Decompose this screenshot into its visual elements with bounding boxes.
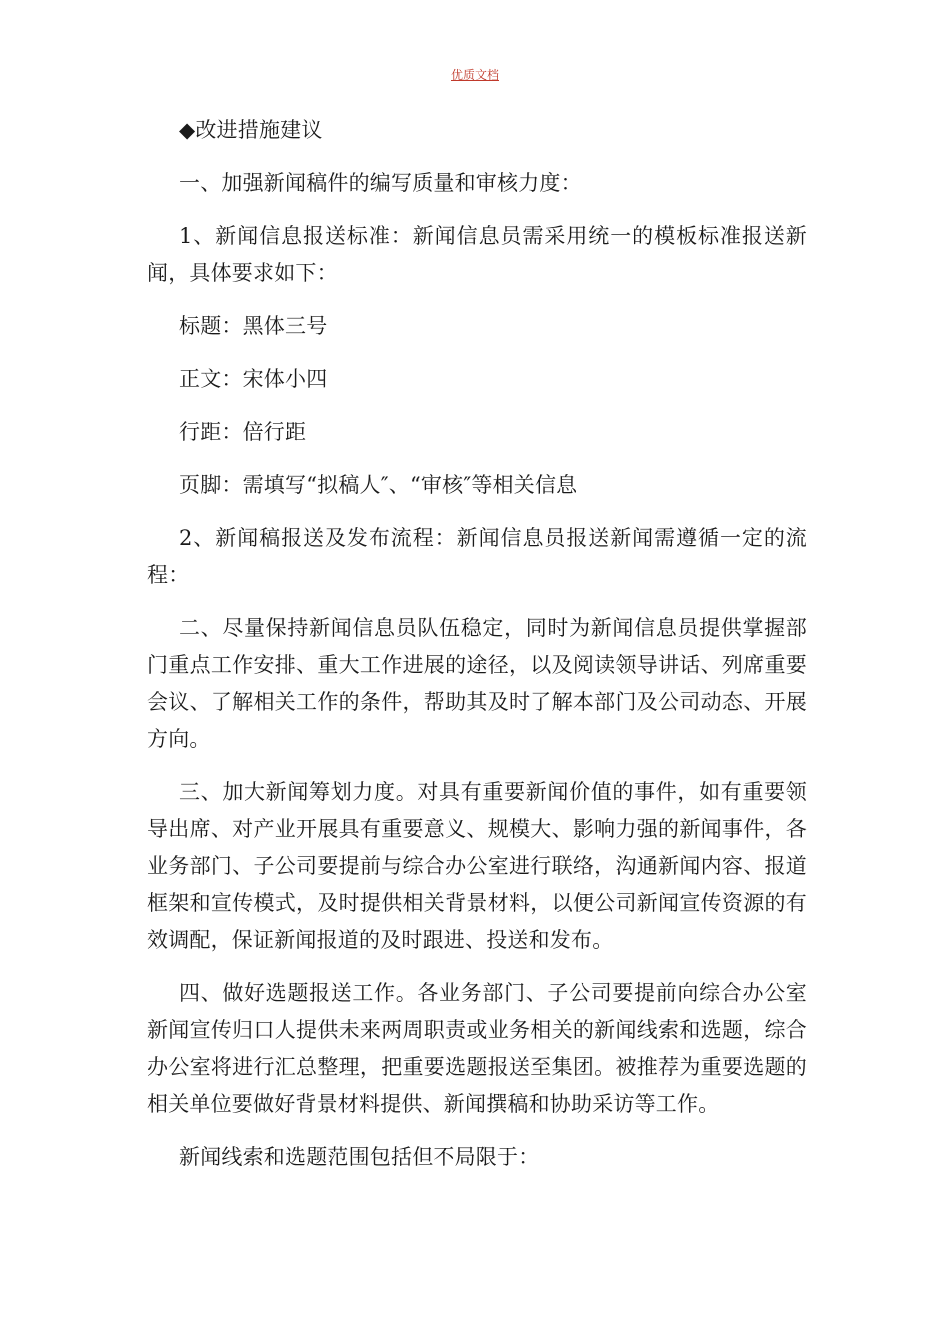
paragraph-body-format: 正文：宋体小四: [179, 367, 328, 391]
paragraph-footer-format: 页脚：需填写“拟稿人″、“审核″等相关信息: [179, 473, 578, 497]
paragraph-line-spacing: 行距：倍行距: [179, 420, 307, 444]
section-heading-improvement: ◆改进措施建议: [179, 118, 323, 142]
paragraph-topic-scope: 新闻线索和选题范围包括但不局限于：: [179, 1145, 540, 1169]
paragraph-news-standard: 1、新闻信息报送标准：新闻信息员需采用统一的模板标准报送新闻，具体要求如下：: [147, 224, 807, 285]
paragraph-item-2: 二、尽量保持新闻信息员队伍稳定，同时为新闻信息员提供掌握部门重点工作安排、重大工作进展的途径，以及阅读领导讲话、列席重要会议、了解相关工作的条件，帮助其及时了解本部门及公司动态、开展方向。: [147, 616, 807, 751]
paragraph-item-3: 三、加大新闻筹划力度。对具有重要新闻价值的事件，如有重要领导出席、对产业开展具有重要意义、规模大、影响力强的新闻事件，各业务部门、子公司要提前与综合办公室进行联络，沟通新闻内容、报道框架和宣传模式，及时提供相关背景材料，以便公司新闻宣传资源的有效调配，保证新闻报道的及时跟进、投送和发布。: [147, 780, 807, 952]
paragraph-title-format: 标题：黑体三号: [179, 314, 328, 338]
header-watermark-link: 优质文档: [450, 68, 499, 82]
paragraph-submission-process: 2、新闻稿报送及发布流程：新闻信息员报送新闻需遵循一定的流程：: [147, 526, 807, 587]
paragraph-item-4: 四、做好选题报送工作。各业务部门、子公司要提前向综合办公室新闻宣传归口人提供未来两周职责或业务相关的新闻线索和选题，综合办公室将进行汇总整理，把重要选题报送至集团。被推荐为重要选题的相关单位要做好背景材料提供、新闻撰稿和协助采访等工作。: [147, 981, 807, 1116]
document-body: [147, 112, 807, 1192]
paragraph-item-1: 一、加强新闻稿件的编写质量和审核力度：: [179, 171, 582, 195]
